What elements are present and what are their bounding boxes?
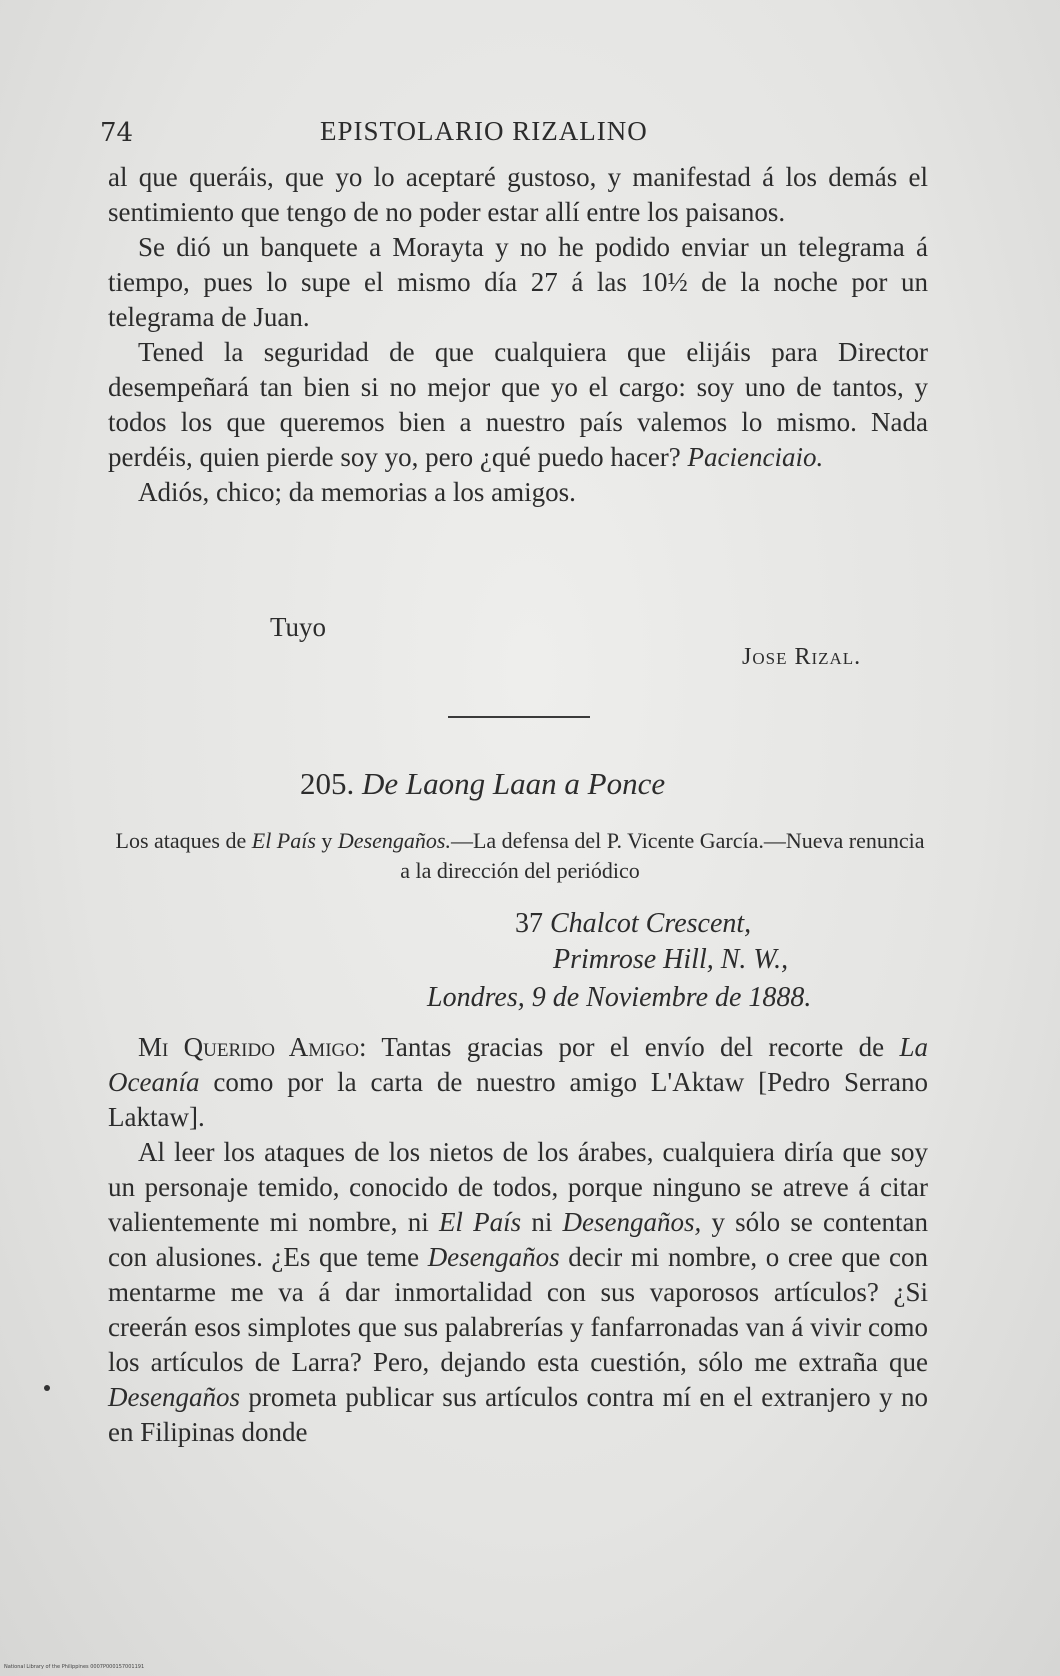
address-street: Chalcot Crescent, [550,908,752,939]
paragraph-italic: El País [438,1207,522,1237]
summary-text: Los ataques de [115,828,247,853]
paragraph-italic: Desengaños [108,1382,240,1412]
paragraph: Se dió un banquete a Morayta y no he podido enviar un telegrama á tiempo, pues lo supe el mismo día 27 á las 10½ de la noche por un telegrama de Juan. [108,232,928,332]
paragraph-text: y sólo se contentan con alusiones. ¿Es que teme [108,1207,929,1272]
date-line: Londres, 9 de Noviembre de 1888. [427,982,812,1013]
summary-italic: Desengaños. [337,828,451,853]
paragraph: Adiós, chico; da memorias a los amigos. [138,477,576,507]
paragraph-text: prometa publicar sus artículos contra mí en el extranjero y no en Filipinas donde [108,1382,929,1447]
paragraph-text: ni [531,1207,553,1237]
paragraph [108,1030,928,1135]
paragraph-text: Al leer los ataques de los nietos de los árabes, cualquiera diría que soy un personaje temido, conocido de todos, porque ninguno se atreve á citar valientemente mi nombre, ni [108,1137,928,1237]
paragraph-italic: Pacienciaio. [687,442,824,472]
section-divider [448,716,590,718]
letter-heading: De Laong Laan a Ponce [362,766,666,801]
page-number: 74 [100,118,134,148]
closing: Tuyo [270,612,327,642]
paragraph-text: decir mi nombre, o cree que con mentarme me va á dar inmortalidad con sus vaporosos artículos? ¿Si creerán esos simplotes que sus palabrerías y fanfarronadas van á vivir como los artículos de Larra? Pero, dejando esta cuestión, sólo me extraña que [108,1242,928,1377]
running-head: EPISTOLARIO RIZALINO [320,116,648,146]
paragraph-italic: Desengaños, [562,1207,702,1237]
letter-title [300,766,665,802]
paragraph: al que queráis, que yo lo aceptaré gustoso, y manifestad á los demás el sentimiento que tengo de no poder estar allí entre los paisanos. [108,162,928,227]
letter-204-continuation [108,160,928,510]
paragraph [108,335,928,475]
paragraph-text: como por la carta de nuestro amigo L'Aktaw [Pedro Serrano Laktaw]. [108,1067,928,1132]
letter-number: 205. [300,766,355,801]
address-number: 37 [515,908,543,939]
summary-text: —La defensa del P. Vicente García.—Nueva renuncia a la dirección del periódico [400,828,925,883]
scan-credit: National Library of the Philippines 0007P000157001191 [4,1664,145,1670]
letter-205-body [108,1030,928,1450]
paragraph [108,1135,928,1450]
ink-speck [44,1385,50,1391]
paragraph-italic: La Oceanía [108,1032,929,1097]
address-line [515,906,751,942]
paragraph-text: Tantas gracias por el envío del recorte de [381,1032,885,1062]
address-line: Primrose Hill, N. W., [553,944,789,975]
page-header [100,112,930,152]
paragraph-text: Tened la seguridad de que cualquiera que elijáis para Director desempeñará tan bien si no mejor que yo el cargo: soy uno de tantos, y todos los que queremos bien a nuestro país valemos lo mismo. Nada perdéis, quien pierde soy yo, pero ¿qué puedo hacer? [108,337,928,472]
summary-italic: El País [251,828,316,853]
summary-text: y [321,828,333,853]
letter-summary [110,826,930,886]
signature: Jose Rizal. [742,644,862,670]
paragraph-italic: Desengaños [427,1242,560,1272]
salutation: Mi Querido Amigo: [138,1032,367,1062]
